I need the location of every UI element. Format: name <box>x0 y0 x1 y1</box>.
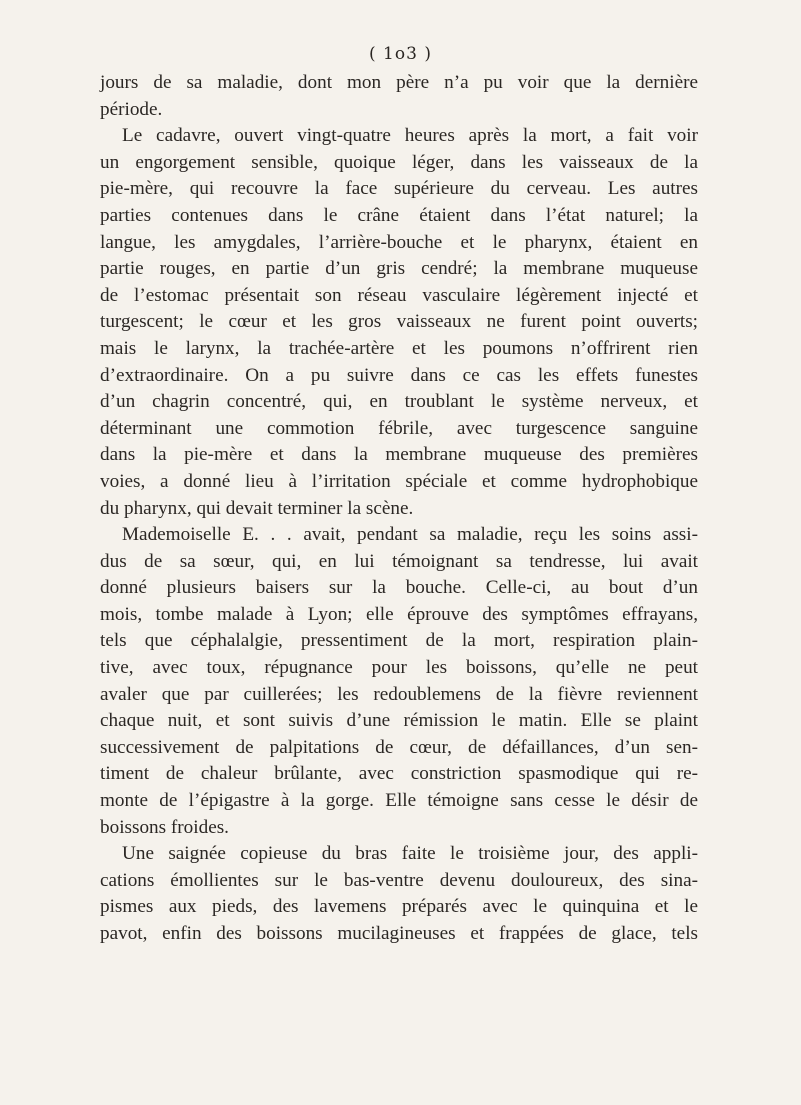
page-number: ( 1o3 ) <box>369 44 432 64</box>
text-line: partie rouges, en partie d’un gris cendré; la membrane muqueuse <box>100 258 698 280</box>
text-line: donné plusieurs baisers sur la bouche. Celle-ci, au bout d’un <box>100 577 698 599</box>
body-text <box>100 70 698 948</box>
text-line: successivement de palpitations de cœur, de défaillances, d’un sen- <box>100 736 698 758</box>
text-line: langue, les amygdales, l’arrière-bouche et le pharynx, étaient en <box>100 231 698 253</box>
text-line: pie-mère, qui recouvre la face supérieure du cerveau. Les autres <box>100 178 698 200</box>
text-line: mois, tombe malade à Lyon; elle éprouve des symptômes effrayans, <box>100 603 698 625</box>
paragraph-3 <box>100 522 698 841</box>
text-line: d’extraordinaire. On a pu suivre dans ce cas les effets funestes <box>100 364 698 386</box>
text-line: voies, a donné lieu à l’irritation spéciale et comme hydrophobique <box>100 470 698 492</box>
text-line: cations émollientes sur le bas-ventre devenu douloureux, des sina- <box>100 869 698 891</box>
text-line: avaler que par cuillerées; les redoublemens de la fièvre reviennent <box>100 683 698 705</box>
text-line: mais le larynx, la trachée-artère et les poumons n’offrirent rien <box>100 337 698 359</box>
text-line: Le cadavre, ouvert vingt-quatre heures après la mort, a fait voir <box>122 125 698 147</box>
text-line: timent de chaleur brûlante, avec constriction spasmodique qui re- <box>100 763 698 785</box>
text-line: monte de l’épigastre à la gorge. Elle témoigne sans cesse le désir de <box>100 790 698 812</box>
text-line: jours de sa maladie, dont mon père n’a pu voir que la dernière <box>100 72 698 93</box>
text-line: un engorgement sensible, quoique léger, dans les vaisseaux de la <box>100 151 698 173</box>
paragraph-1 <box>100 70 698 123</box>
text-line: d’un chagrin concentré, qui, en troublant le système nerveux, et <box>100 391 698 413</box>
paragraph-2 <box>100 123 698 522</box>
text-line: turgescent; le cœur et les gros vaisseaux ne furent point ouverts; <box>100 311 698 333</box>
text-line: déterminant une commotion fébrile, avec turgescence sanguine <box>100 417 698 439</box>
text-line: boissons froides. <box>100 816 229 838</box>
text-line: tels que céphalalgie, pressentiment de la mort, respiration plain- <box>100 630 698 652</box>
text-line: dus de sa sœur, qui, en lui témoignant sa tendresse, lui avait <box>100 550 698 572</box>
text-line: Une saignée copieuse du bras faite le troisième jour, des appli- <box>122 843 698 865</box>
text-line: pismes aux pieds, des lavemens préparés avec le quinquina et le <box>100 896 698 918</box>
text-line: du pharynx, qui devait terminer la scène. <box>100 497 414 519</box>
text-line: parties contenues dans le crâne étaient dans l’état naturel; la <box>100 204 698 226</box>
text-line: période. <box>100 98 163 120</box>
text-line: dans la pie-mère et dans la membrane muqueuse des premières <box>100 444 698 466</box>
text-line: Mademoiselle E. . . avait, pendant sa maladie, reçu les soins assi- <box>122 524 698 546</box>
paragraph-4 <box>100 841 698 947</box>
text-line: chaque nuit, et sont suivis d’une rémission le matin. Elle se plaint <box>100 710 698 732</box>
text-line: tive, avec toux, répugnance pour les boissons, qu’elle ne peut <box>100 657 698 679</box>
text-line: pavot, enfin des boissons mucilagineuses et frappées de glace, tels <box>100 923 698 944</box>
text-line: de l’estomac présentait son réseau vasculaire légèrement injecté et <box>100 284 698 306</box>
